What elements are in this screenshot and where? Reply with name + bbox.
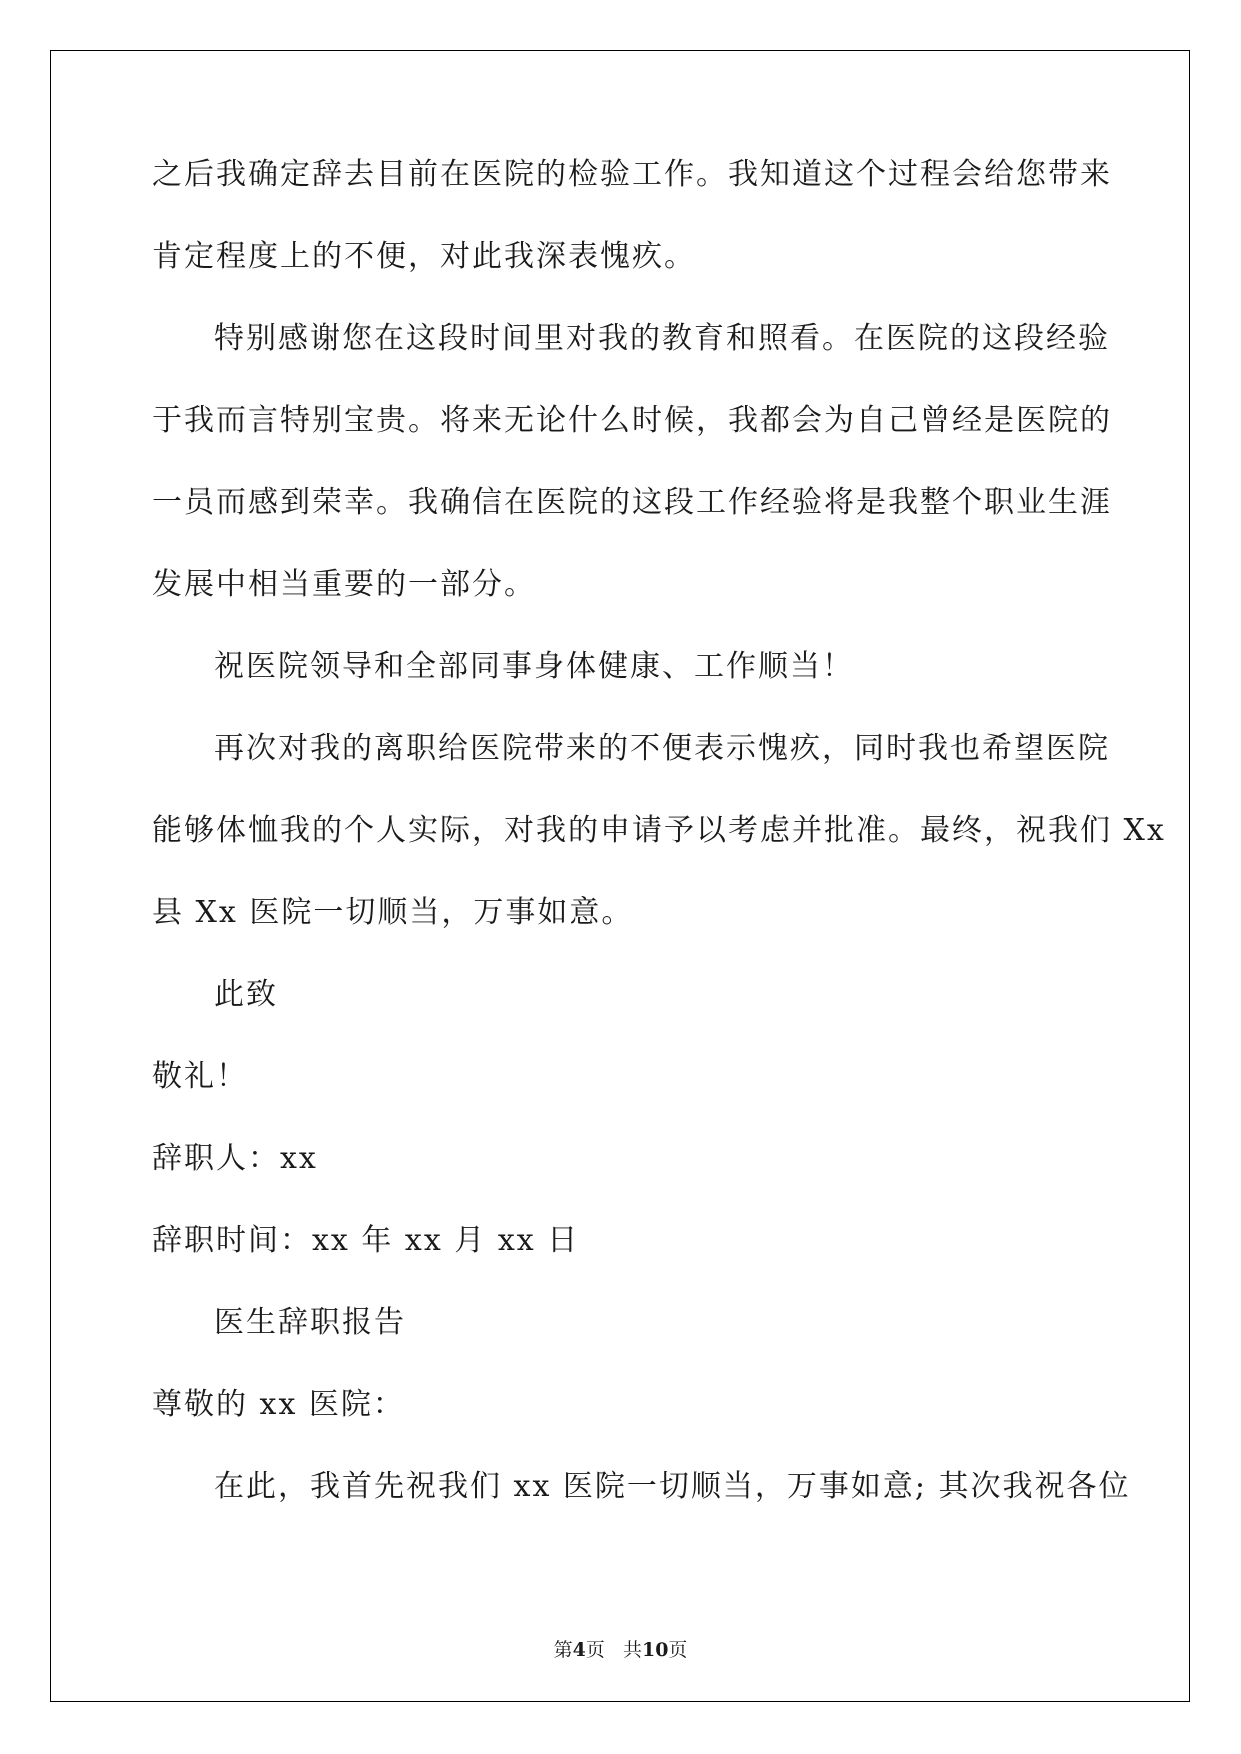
- footer-page-word: 页: [585, 1639, 605, 1661]
- current-page-number: 4: [572, 1639, 586, 1661]
- text-line-9: 能够体恤我的个人实际，对我的申请予以考虑并批准。最终，祝我们 Xx: [152, 813, 1166, 848]
- text-line-10: 县 Xx 医院一切顺当，万事如意。: [152, 895, 634, 930]
- text-line-17: 在此，我首先祝我们 xx 医院一切顺当，万事如意; 其次我祝各位: [214, 1469, 1131, 1504]
- page-footer: [0, 1635, 1241, 1662]
- footer-total-suffix: 页: [668, 1639, 688, 1661]
- letter-greeting: 尊敬的 xx 医院：: [152, 1387, 405, 1422]
- footer-total-prefix: 共: [622, 1639, 642, 1661]
- text-line-2: 肯定程度上的不便，对此我深表愧疚。: [152, 239, 696, 274]
- document-body: [152, 157, 1166, 1554]
- text-line-1: 之后我确定辞去目前在医院的检验工作。我知道这个过程会给您带来: [152, 157, 1112, 192]
- text-line-5: 一员而感到荣幸。我确信在医院的这段工作经验将是我整个职业生涯: [152, 485, 1112, 520]
- text-line-8: 再次对我的离职给医院带来的不便表示愧疚，同时我也希望医院: [214, 731, 1110, 766]
- resignation-date: 辞职时间：xx 年 xx 月 xx 日: [152, 1223, 580, 1258]
- closing-regards: 敬礼！: [152, 1059, 248, 1094]
- text-line-3: 特别感谢您在这段时间里对我的教育和照看。在医院的这段经验: [214, 321, 1110, 356]
- text-line-6: 发展中相当重要的一部分。: [152, 567, 536, 602]
- footer-prefix: 第: [553, 1639, 573, 1661]
- total-pages-number: 10: [641, 1639, 669, 1661]
- text-line-7: 祝医院领导和全部同事身体健康、工作顺当！: [214, 649, 854, 684]
- resigner-name: 辞职人：xx: [152, 1141, 318, 1176]
- closing-salutation: 此致: [214, 977, 278, 1012]
- text-line-4: 于我而言特别宝贵。将来无论什么时候，我都会为自己曾经是医院的: [152, 403, 1112, 438]
- section-title: 医生辞职报告: [214, 1305, 406, 1340]
